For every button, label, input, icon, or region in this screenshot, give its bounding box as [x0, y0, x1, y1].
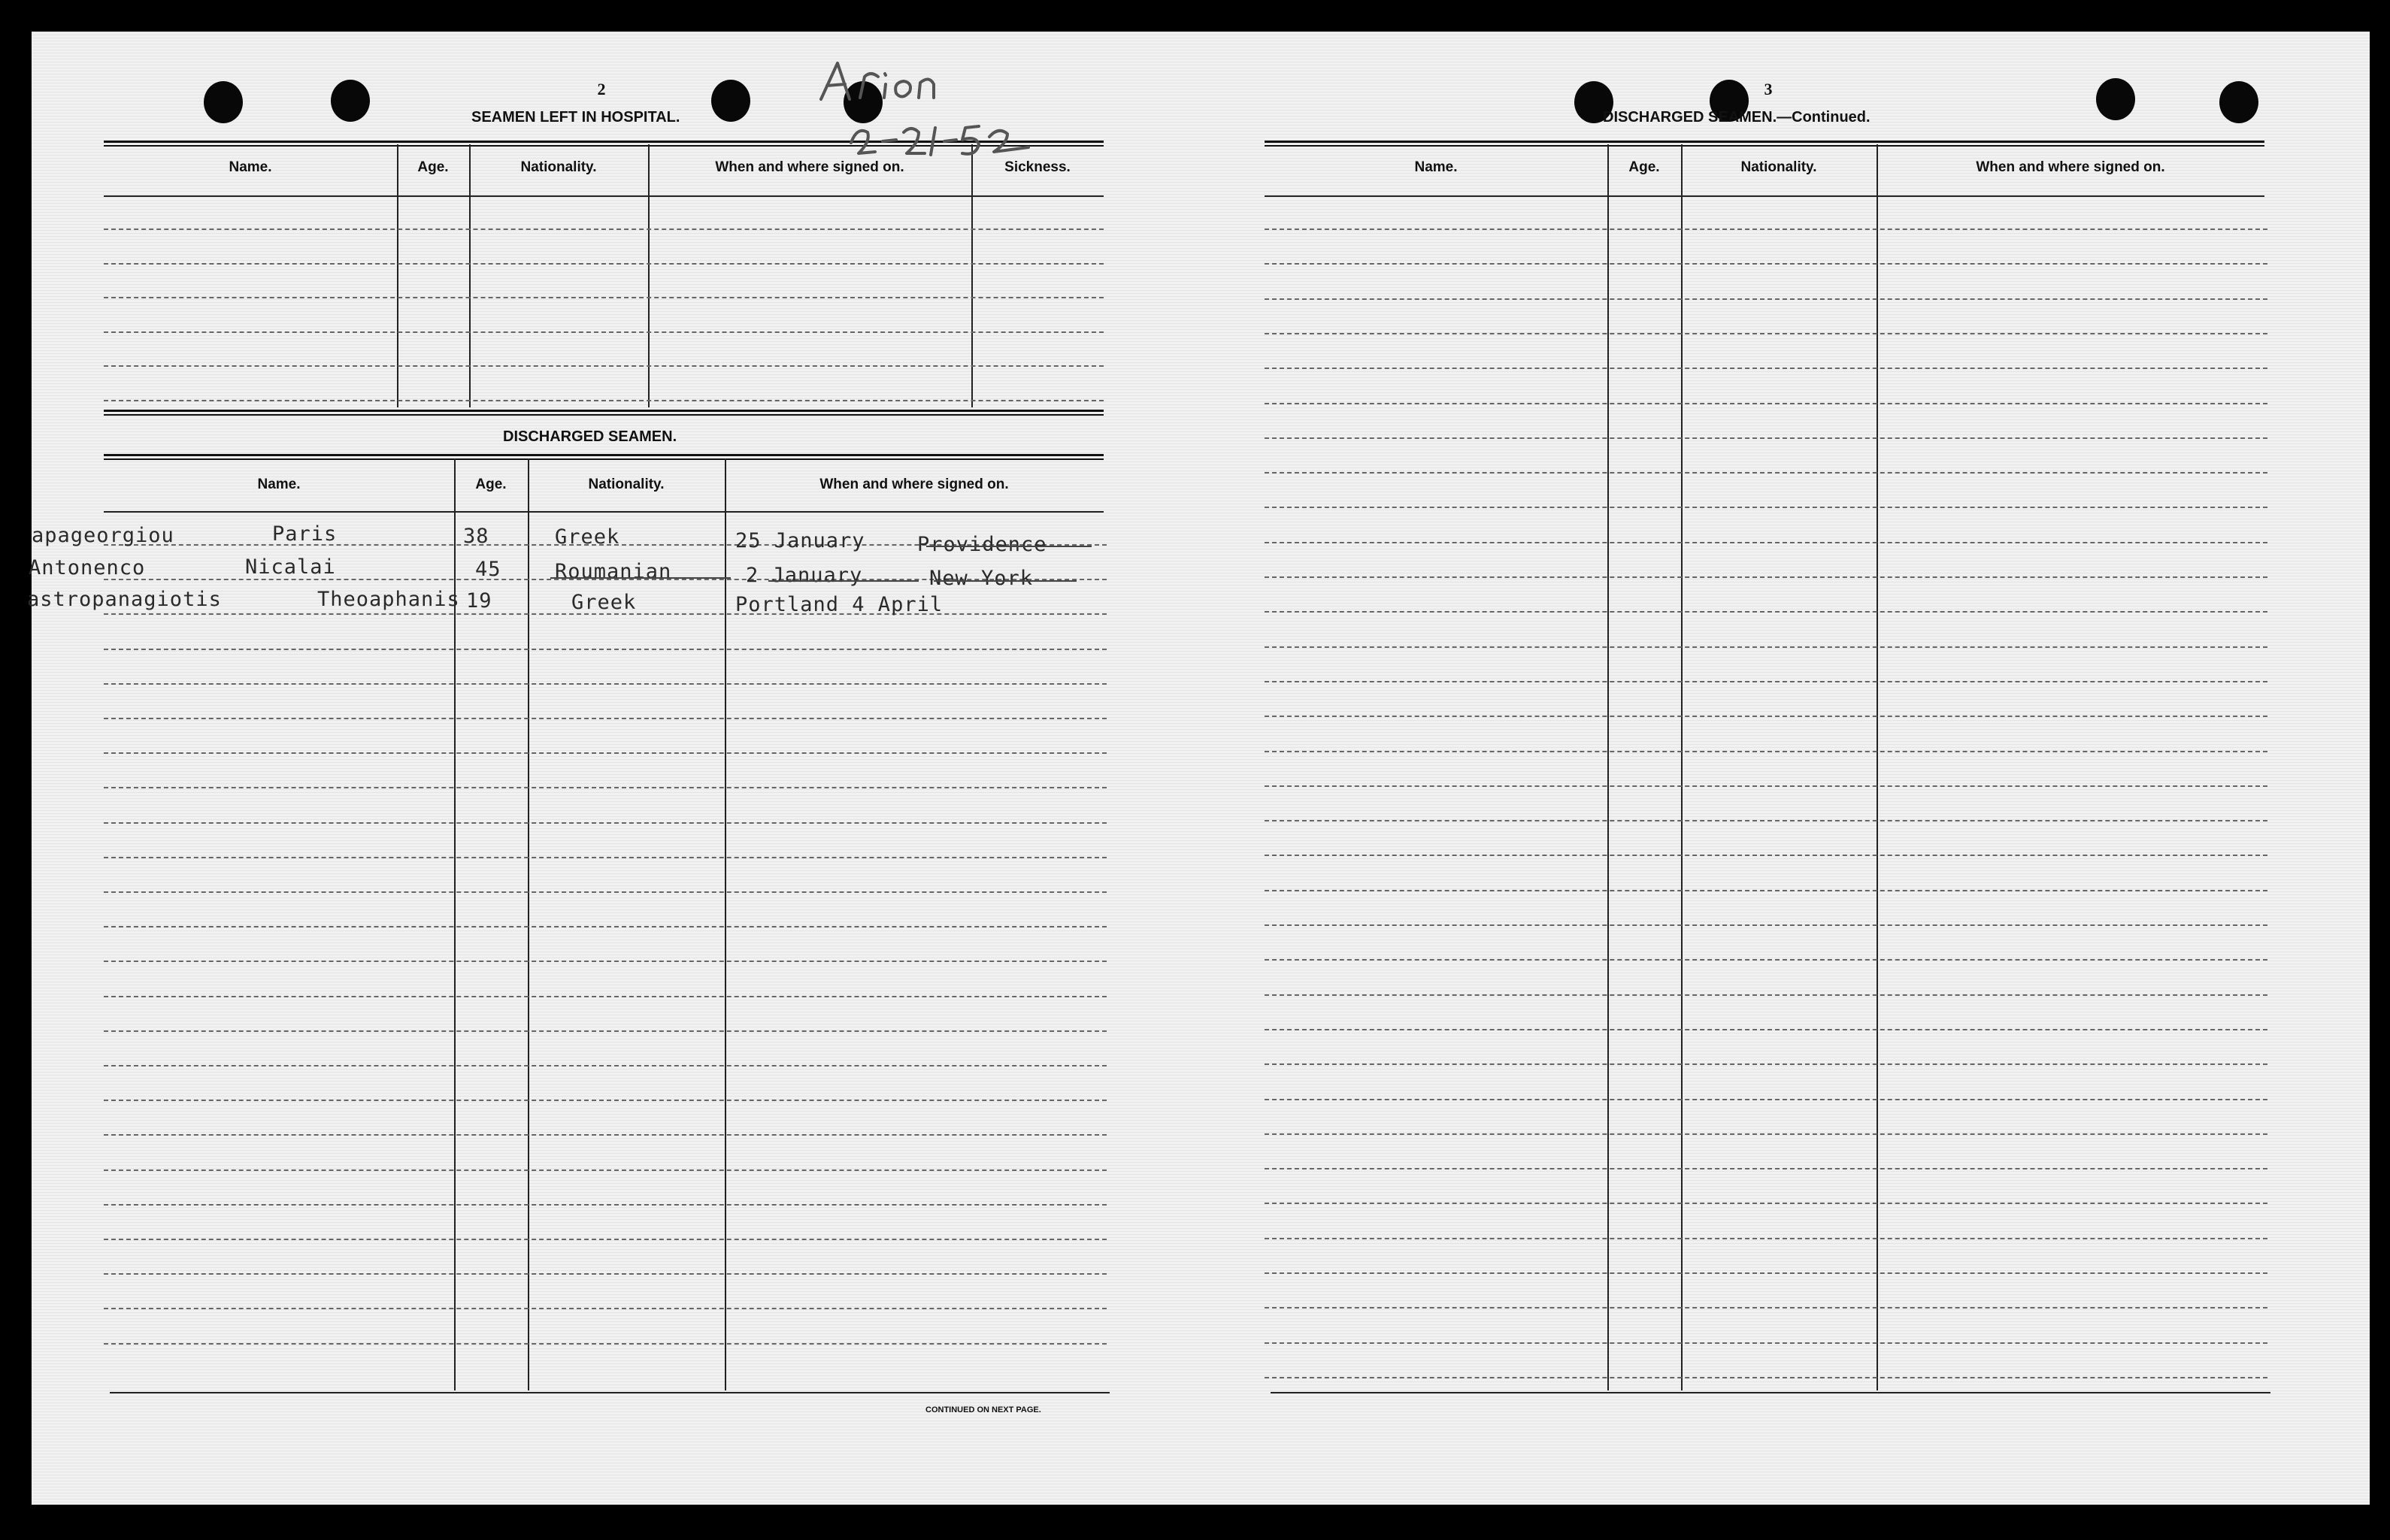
ruled-line [1265, 681, 2267, 682]
ruled-line [1265, 1063, 2267, 1065]
ruled-line [104, 752, 1107, 754]
seaman-3-age: 19 [466, 589, 492, 613]
discharged-col-divider [725, 458, 726, 1390]
ruled-line [1265, 1272, 2267, 1274]
ruled-line [104, 961, 1107, 962]
ruled-line [104, 683, 1107, 685]
ruled-line [1265, 890, 2267, 891]
seaman-1-signed-date: 25 January [735, 529, 865, 552]
seaman-2-age: 45 [475, 558, 501, 581]
discharged-col-divider [528, 458, 529, 1390]
handwritten-vessel-note [806, 54, 1054, 167]
hospital-col-divider [397, 144, 398, 407]
ruled-line [104, 1273, 1107, 1275]
seaman-2-nationality: Roumanian [555, 560, 672, 583]
ruled-line [1265, 542, 2267, 543]
hospital-col-divider [971, 144, 973, 407]
hospital-col-divider [648, 144, 650, 407]
ruled-line [1265, 994, 2267, 996]
ruled-line [104, 1169, 1107, 1171]
ruled-line [1265, 1377, 2267, 1378]
ledger-sheet [27, 32, 2370, 1505]
seaman-2-surname: Antonenco [29, 556, 146, 579]
ruled-line [104, 1030, 1107, 1032]
ruled-line [1265, 333, 2267, 334]
ruled-line [1265, 959, 2267, 961]
discharged-col-nationality: Nationality. [588, 477, 665, 492]
ruled-line [1265, 751, 2267, 752]
seaman-2-given: Nicalai [245, 555, 336, 579]
seaman-3-given: Theoaphanis [317, 588, 460, 611]
ruled-line [104, 365, 1104, 367]
ruled-line [1265, 785, 2267, 787]
right-col-signed-on: When and where signed on. [1976, 159, 2165, 175]
ruled-line [1265, 646, 2267, 648]
ruled-line [104, 228, 1104, 230]
ruled-line [1265, 298, 2267, 300]
ruled-line [1265, 576, 2267, 578]
strikethrough [768, 580, 919, 582]
right-col-age: Age. [1628, 159, 1660, 175]
ruled-line [104, 1308, 1107, 1309]
discharged-table-top-rule [104, 454, 1104, 460]
ruled-line [1265, 1342, 2267, 1344]
hospital-col-age: Age. [417, 159, 449, 175]
punch-hole [331, 80, 370, 122]
ruled-line [104, 1065, 1107, 1067]
right-page-title: DISCHARGED SEAMEN.—Continued. [1603, 109, 1871, 126]
ruled-line [104, 1239, 1107, 1240]
ruled-line [104, 891, 1107, 893]
seaman-3-surname: astropanagiotis [27, 588, 222, 611]
ruled-line [1265, 924, 2267, 926]
hospital-table-bottom-rule [104, 410, 1104, 416]
seaman-1-age: 38 [463, 525, 489, 548]
ruled-line [1265, 1307, 2267, 1309]
seaman-1-surname: apageorgiou [32, 524, 174, 547]
ruled-line [1265, 611, 2267, 613]
seaman-1-nationality: Greek [555, 525, 620, 549]
punch-hole [2096, 78, 2135, 120]
ruled-line [104, 857, 1107, 858]
ruled-line [104, 400, 1104, 401]
ruled-line [1265, 1203, 2267, 1204]
ruled-line [1265, 368, 2267, 369]
hospital-col-sickness: Sickness. [1004, 159, 1071, 175]
ruled-line [104, 1100, 1107, 1101]
ruled-line [104, 263, 1104, 265]
continued-footer: CONTINUED ON NEXT PAGE. [925, 1405, 1041, 1414]
ruled-line [1265, 1099, 2267, 1100]
ruled-line [1265, 1029, 2267, 1030]
discharged-table-bottom-rule [110, 1392, 1110, 1393]
ruled-line [1265, 507, 2267, 508]
ruled-line [104, 718, 1107, 719]
punch-hole [204, 81, 243, 123]
hospital-col-divider [469, 144, 471, 407]
ruled-line [104, 1343, 1107, 1345]
right-table-bottom-rule [1271, 1392, 2270, 1393]
ruled-line [104, 649, 1107, 650]
ruled-line [104, 787, 1107, 788]
hospital-col-name: Name. [229, 159, 272, 175]
ruled-line [1265, 1168, 2267, 1169]
page-number-left: 2 [597, 80, 606, 98]
right-col-nationality: Nationality. [1740, 159, 1817, 175]
seaman-3-signed-date: Portland 4 April [735, 593, 944, 616]
ruled-line [1265, 437, 2267, 439]
hospital-col-nationality: Nationality. [520, 159, 597, 175]
ruled-line [1265, 1133, 2267, 1135]
hospital-col-signed-on: When and where signed on. [715, 159, 904, 175]
discharged-col-name: Name. [257, 477, 301, 492]
hospital-section-title: SEAMEN LEFT IN HOSPITAL. [471, 109, 680, 126]
seaman-2-signed-date: 2 January [746, 564, 863, 587]
ruled-line [104, 331, 1104, 333]
punch-hole [2219, 81, 2258, 123]
ruled-line [104, 822, 1107, 824]
strikethrough [934, 580, 1077, 582]
ruled-line [104, 1204, 1107, 1206]
ruled-line [1265, 716, 2267, 717]
punch-hole [711, 80, 750, 122]
discharged-header-rule [104, 511, 1104, 513]
right-col-name: Name. [1414, 159, 1458, 175]
seaman-1-signed-place: Providence [917, 533, 1047, 556]
right-table-top-rule [1265, 141, 2264, 147]
page-number-right: 3 [1764, 80, 1773, 98]
ruled-line [1265, 820, 2267, 821]
ruled-line [104, 1134, 1107, 1136]
ruled-line [1265, 228, 2267, 230]
right-header-rule [1265, 195, 2264, 197]
discharged-col-age: Age. [475, 477, 507, 492]
ruled-line [1265, 472, 2267, 473]
discharged-section-title: DISCHARGED SEAMEN. [503, 428, 677, 445]
strikethrough [550, 577, 731, 579]
seaman-3-nationality: Greek [571, 591, 637, 614]
ruled-line [1265, 403, 2267, 404]
hospital-header-rule [104, 195, 1104, 197]
seaman-2-signed-place: New York [929, 567, 1034, 590]
ruled-line [1265, 263, 2267, 265]
strikethrough [926, 546, 1092, 547]
ruled-line [1265, 855, 2267, 856]
ruled-line [1265, 1238, 2267, 1239]
ruled-line [104, 297, 1104, 298]
discharged-col-signed-on: When and where signed on. [819, 477, 1009, 492]
seaman-1-given: Paris [272, 522, 338, 546]
ruled-line [104, 996, 1107, 997]
ruled-line [104, 926, 1107, 927]
